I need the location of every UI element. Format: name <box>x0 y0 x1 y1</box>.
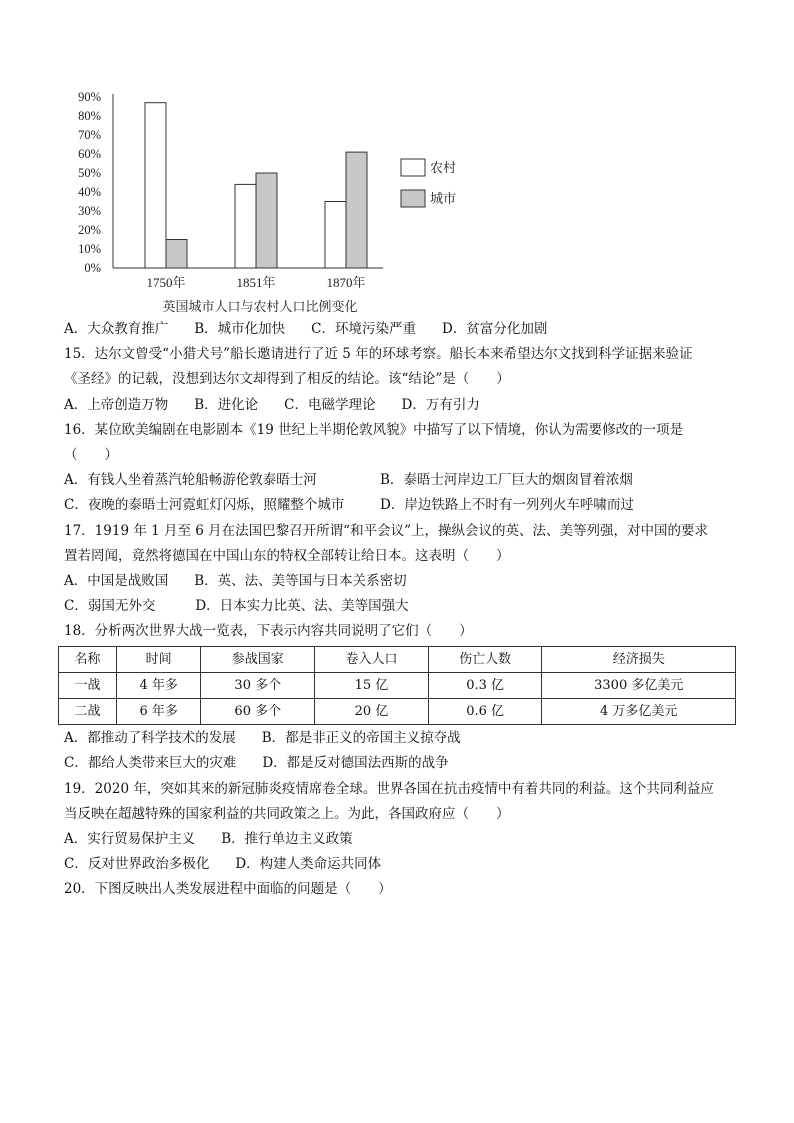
table-cell: 0.3 亿 <box>428 672 542 698</box>
table-cell: 3300 多亿美元 <box>542 672 736 698</box>
y-tick-label: 20% <box>78 223 101 237</box>
y-tick-label: 60% <box>78 147 101 161</box>
table-header-cell: 参战国家 <box>201 646 315 672</box>
bar-rural-2 <box>325 202 346 269</box>
q17-stem-1: 17．1919 年 1 月至 6 月在法国巴黎召开所谓“和平会议”上，操纵会议的英、法、美等列强，对中国的要求 <box>64 522 708 539</box>
x-tick-label: 1870年 <box>326 275 366 290</box>
y-tick-label: 10% <box>78 242 101 256</box>
q19-option-b: B．推行单边主义政策 <box>221 831 353 848</box>
q18-option-b: B．都是非正义的帝国主义掠夺战 <box>261 730 461 747</box>
q19-option-d: D．构建人类命运共同体 <box>235 856 382 873</box>
y-tick-label: 30% <box>78 204 101 218</box>
q15-option-a: A．上帝创造万物 <box>64 396 169 413</box>
q19-stem-2: 当反映在超越特殊的国家利益的共同政策之上。为此，各国政府应（ ） <box>64 805 510 822</box>
table-header-cell: 伤亡人数 <box>428 646 542 672</box>
q18-options-cd <box>64 751 744 776</box>
y-axis-ticks <box>78 90 101 275</box>
table-cell: 6 年多 <box>116 699 201 725</box>
q20-stem: 20．下图反映出人类发展进程中面临的问题是（ ） <box>64 881 392 898</box>
bar-urban-0 <box>166 240 187 269</box>
table-header-cell: 时间 <box>116 646 201 672</box>
q15-option-c: C．电磁学理论 <box>284 396 376 413</box>
table-cell: 0.6 亿 <box>428 699 542 725</box>
x-tick-label: 1750年 <box>146 275 186 290</box>
q16-stem-2: （ ） <box>64 447 118 464</box>
table-header-cell: 名称 <box>59 646 117 672</box>
table-cell: 15 亿 <box>315 672 429 698</box>
x-axis-labels <box>146 275 365 290</box>
q15-stem-1: 15．达尔文曾受“小猎犬号”船长邀请进行了近 5 年的环球考察。船长本来希望达尔文找到科学证据来验证 <box>64 346 693 363</box>
q17-option-d: D．日本实力比英、法、美等国强大 <box>195 598 409 615</box>
q15-stem-2: 《圣经》的记载，没想到达尔文却得到了相反的结论。该“结论”是（ ） <box>64 371 510 388</box>
q17-option-a: A．中国是战败国 <box>64 573 169 590</box>
q17-options-ab <box>64 569 744 594</box>
table-cell: 4 年多 <box>116 672 201 698</box>
population-bar-chart <box>60 80 480 320</box>
q17-options-cd <box>64 594 744 619</box>
table-header-cell: 卷入人口 <box>315 646 429 672</box>
y-tick-label: 70% <box>78 128 101 142</box>
table-row <box>59 699 736 725</box>
bar-urban-2 <box>346 152 367 268</box>
table-header-row <box>59 646 736 672</box>
q18-option-c: C．都给人类带来巨大的灾难 <box>64 755 237 772</box>
q14-option-c: C．环境污染严重 <box>311 321 417 337</box>
q16-option-a: A．有钱人坐着蒸汽轮船畅游伦敦泰晤士河 <box>64 472 317 489</box>
bars <box>145 103 367 268</box>
x-tick-label: 1851年 <box>236 275 276 290</box>
legend-label-urban: 城市 <box>430 191 457 206</box>
q16-option-c: C．夜晚的泰晤士河霓虹灯闪烁，照耀整个城市 <box>64 497 345 514</box>
q14-options <box>64 317 744 342</box>
q18-option-d: D．都是反对德国法西斯的战争 <box>262 755 449 772</box>
q19-option-a: A．实行贸易保护主义 <box>64 831 196 848</box>
q15-option-b: B．进化论 <box>194 396 259 413</box>
q14-option-b: B．城市化加快 <box>194 321 286 337</box>
q18-stem: 18．分析两次世界大战一览表，下表示内容共同说明了它们（ ） <box>64 623 473 640</box>
q16-options-ab <box>64 468 744 493</box>
y-tick-label: 90% <box>78 90 101 104</box>
q14-option-a: A．大众教育推广 <box>64 321 169 337</box>
y-tick-label: 0% <box>84 261 101 275</box>
y-tick-label: 50% <box>78 166 101 180</box>
table-header-cell: 经济损失 <box>542 646 736 672</box>
table-cell: 60 多个 <box>201 699 315 725</box>
table-cell: 20 亿 <box>315 699 429 725</box>
war-comparison-table <box>58 646 736 726</box>
q19-options-ab <box>64 827 744 852</box>
legend-label-rural: 农村 <box>430 160 457 175</box>
y-tick-label: 40% <box>78 185 101 199</box>
q16-option-d: D．岸边铁路上不时有一列列火车呼啸而过 <box>380 497 634 514</box>
q14-option-d: D．贫富分化加剧 <box>442 321 548 337</box>
q16-option-b: B．泰晤士河岸边工厂巨大的烟囱冒着浓烟 <box>380 472 633 489</box>
q17-option-b: B．英、法、美等国与日本关系密切 <box>194 573 407 590</box>
legend-swatch-rural <box>401 159 425 176</box>
legend <box>401 159 456 207</box>
table-cell: 二战 <box>59 699 117 725</box>
q19-option-c: C．反对世界政治多极化 <box>64 856 210 873</box>
q17-stem-2: 置若罔闻，竟然将德国在中国山东的特权全部转让给日本。这表明（ ） <box>64 547 510 564</box>
q16-stem-1: 16．某位欧美编剧在电影剧本《19 世纪上半期伦敦风貌》中描写了以下情境，你认为需要修改的一项是 <box>64 421 684 438</box>
q15-options <box>64 393 744 418</box>
chart-caption: 英国城市人口与农村人口比例变化 <box>162 299 358 314</box>
q17-option-c: C．弱国无外交 <box>64 598 156 615</box>
table-row <box>59 672 736 698</box>
bar-rural-1 <box>235 184 256 268</box>
q15-option-d: D．万有引力 <box>401 396 480 413</box>
bar-urban-1 <box>256 173 277 268</box>
q18-options-ab <box>64 726 744 751</box>
q19-options-cd <box>64 852 744 877</box>
legend-swatch-urban <box>401 190 425 207</box>
table-cell: 30 多个 <box>201 672 315 698</box>
table-cell: 一战 <box>59 672 117 698</box>
table-cell: 4 万多亿美元 <box>542 699 736 725</box>
q16-options-cd <box>64 493 744 518</box>
y-tick-label: 80% <box>78 109 101 123</box>
q19-stem-1: 19．2020 年，突如其来的新冠肺炎疫情席卷全球。世界各国在抗击疫情中有着共同的利益。这个共同利益应 <box>64 780 714 797</box>
q18-option-a: A．都推动了科学技术的发展 <box>64 730 236 747</box>
questions <box>64 317 744 903</box>
bar-rural-0 <box>145 103 166 268</box>
